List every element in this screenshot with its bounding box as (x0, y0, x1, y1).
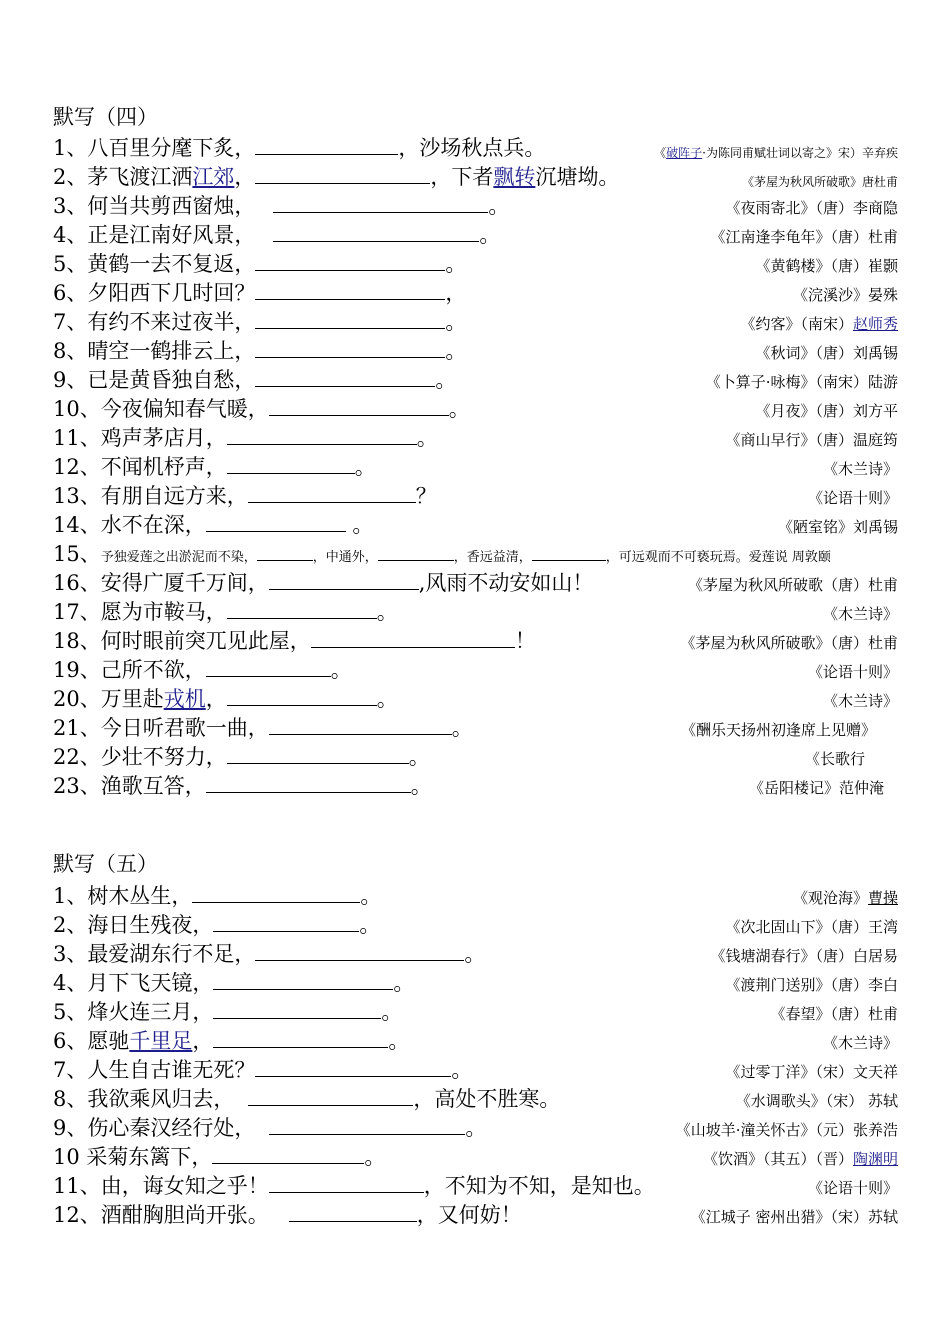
question-row: 7、人生自古谁无死？ 。 《过零丁洋》（宋）文天祥 (53, 1058, 898, 1082)
question-row: 21、今日听君歌一曲， 。 《酬乐天扬州初逢席上见赠》 (53, 716, 876, 740)
answer-blank[interactable] (269, 397, 449, 416)
poem-link[interactable]: 破阵子 (666, 146, 703, 160)
source-citation: 《浣溪沙》晏殊 (792, 286, 898, 304)
source-citation: 《夜雨寄北》（唐）李商隐 (725, 199, 898, 217)
answer-blank[interactable] (227, 745, 409, 764)
answer-blank[interactable] (289, 1203, 417, 1222)
source-citation: 《过零丁洋》（宋）文天祥 (725, 1063, 898, 1081)
answer-blank[interactable] (227, 426, 417, 445)
source-citation: 《木兰诗》 (822, 1034, 898, 1052)
answer-blank[interactable] (213, 1029, 388, 1048)
source-citation: 《渡荆门送别》（唐）李白 (725, 976, 898, 994)
question-row: 9、已是黄昏独自愁， 。 《卜算子·咏梅》（南宋）陆游 (53, 368, 898, 392)
answer-blank[interactable] (532, 548, 606, 561)
word-link[interactable]: 飘转 (493, 165, 536, 189)
source-citation: 《江南逢李龟年》（唐）杜甫 (710, 228, 898, 246)
question-row: 12、不闻机杼声， 。 《木兰诗》 (53, 455, 898, 479)
source-citation: 《茅屋为秋风所破歌》唐杜甫 (741, 175, 898, 189)
answer-blank[interactable] (212, 1145, 364, 1164)
question-row: 6、夕阳西下几时回？ ， 《浣溪沙》晏殊 (53, 281, 898, 305)
question-row: 2、海日生残夜， 。 《次北固山下》（唐）王湾 (53, 913, 898, 937)
question-row: 17、愿为市鞍马， 。 《木兰诗》 (53, 600, 898, 624)
question-row: 10 采菊东篱下， 。 《饮酒》（其五）（晋）陶渊明 (53, 1145, 898, 1169)
source-citation: 《约客》（南宋）赵师秀 (740, 315, 898, 333)
author-link[interactable]: 陶渊明 (852, 1150, 898, 1168)
source-citation: 《卜算子·咏梅》（南宋）陆游 (705, 373, 898, 391)
answer-blank[interactable] (269, 1116, 465, 1135)
question-row: 5、烽火连三月， 。 《春望》（唐）杜甫 (53, 1000, 898, 1024)
question-row: 2、茅飞渡江洒江郊， ，下者飘转沉塘坳。 《茅屋为秋风所破歌》唐杜甫 (53, 163, 898, 192)
question-row: 11、由，诲女知之乎！ ，不知为不知，是知也。 《论语十则》 (53, 1174, 898, 1198)
answer-blank[interactable] (227, 600, 377, 619)
answer-blank[interactable] (255, 165, 430, 184)
source-citation: 《陋室铭》刘禹锡 (777, 518, 898, 536)
source-citation: 《月夜》（唐）刘方平 (755, 402, 898, 420)
source-citation: 《黄鹤楼》（唐）崔颢 (755, 257, 898, 275)
source-citation: 《论语十则》 (807, 1179, 898, 1197)
answer-blank[interactable] (269, 1174, 424, 1193)
source-citation: 《木兰诗》 (822, 692, 898, 710)
question-row: 5、黄鹤一去不复返， 。 《黄鹤楼》（唐）崔颢 (53, 252, 898, 276)
answer-blank[interactable] (192, 884, 360, 903)
section-5-title: 默写（五） (53, 852, 158, 876)
question-row: 15、予独爱莲之出淤泥而不染， ，中通外， ，香远益清， ，可远观而不可亵玩焉。爱莲说 周敦颐 (53, 542, 831, 566)
source-citation: 《茅屋为秋风所破歌（唐）杜甫 (687, 576, 898, 594)
question-row: 6、愿驰千里足， 。 《木兰诗》 (53, 1029, 898, 1053)
answer-blank[interactable] (255, 368, 435, 387)
answer-blank[interactable] (206, 774, 411, 793)
answer-blank[interactable] (248, 484, 416, 503)
question-row: 9、伤心秦汉经行处， 。 《山坡羊·潼关怀古》（元）张养浩 (53, 1116, 898, 1140)
question-row: 19、己所不欲， 。 《论语十则》 (53, 658, 898, 682)
question-row: 20、万里赴戎机， 。 《木兰诗》 (53, 687, 898, 711)
answer-blank[interactable] (269, 716, 452, 735)
answer-blank[interactable] (255, 1058, 451, 1077)
answer-blank[interactable] (311, 629, 515, 648)
source-citation: 《钱塘湖春行》（唐）白居易 (710, 947, 898, 965)
answer-blank[interactable] (213, 1000, 381, 1019)
source-citation: 《水调歌头》（宋） 苏轼 (735, 1092, 898, 1110)
answer-blank[interactable] (273, 223, 479, 242)
source-citation: 《江城子 密州出猎》（宋）苏轼 (690, 1208, 898, 1226)
answer-blank[interactable] (255, 252, 445, 271)
answer-blank[interactable] (273, 194, 488, 213)
question-row: 8、晴空一鹤排云上， 。 《秋词》（唐）刘禹锡 (53, 339, 898, 363)
question-row: 16、安得广厦千万间， ,风雨不动安如山！ 《茅屋为秋风所破歌（唐）杜甫 (53, 571, 898, 595)
author-link[interactable]: 曹操 (867, 889, 898, 907)
question-row: 3、何当共剪西窗烛， 。 《夜雨寄北》（唐）李商隐 (53, 194, 898, 218)
answer-blank[interactable] (269, 571, 419, 590)
author-link[interactable]: 赵师秀 (852, 315, 898, 333)
source-citation: 《春望》（唐）杜甫 (770, 1005, 898, 1023)
source-citation: 《饮酒》（其五）（晋）陶渊明 (702, 1150, 898, 1168)
answer-blank[interactable] (206, 658, 331, 677)
word-link[interactable]: 戎机 (163, 687, 206, 711)
source-citation: 《酬乐天扬州初逢席上见赠》 (680, 721, 876, 739)
source-citation: 《木兰诗》 (822, 460, 898, 478)
source-citation: 《木兰诗》 (822, 605, 898, 623)
source-citation: 《商山早行》（唐）温庭筠 (725, 431, 898, 449)
answer-blank[interactable] (213, 971, 393, 990)
question-row: 7、有约不来过夜半， 。 《约客》（南宋）赵师秀 (53, 310, 898, 334)
question-row: 18、何时眼前突兀见此屋， ！ 《茅屋为秋风所破歌》（唐）杜甫 (53, 629, 898, 653)
question-row: 1、八百里分麾下炙， ，沙场秋点兵。 《破阵子·为陈同甫赋壮词以寄之》宋）辛弃疾 (53, 134, 898, 163)
answer-blank[interactable] (255, 339, 445, 358)
question-row: 3、最爱湖东行不足， 。 《钱塘湖春行》（唐）白居易 (53, 942, 898, 966)
question-row: 13、有朋自远方来， ？ 《论语十则》 (53, 484, 898, 508)
source-citation: 《论语十则》 (807, 489, 898, 507)
section-4-title: 默写（四） (53, 105, 158, 129)
question-row: 1、树木丛生， 。 《观沧海》曹操 (53, 884, 898, 908)
answer-blank[interactable] (227, 455, 355, 474)
answer-blank[interactable] (206, 513, 346, 532)
question-row: 10、今夜偏知春气暖， 。 《月夜》（唐）刘方平 (53, 397, 898, 421)
question-row: 11、鸡声茅店月， 。 《商山早行》（唐）温庭筠 (53, 426, 898, 450)
answer-blank[interactable] (213, 913, 359, 932)
source-citation: 《山坡羊·潼关怀古》（元）张养浩 (675, 1121, 898, 1139)
answer-blank[interactable] (255, 136, 398, 155)
answer-blank[interactable] (227, 687, 377, 706)
answer-blank[interactable] (378, 548, 454, 561)
word-link[interactable]: 千里足 (129, 1029, 193, 1053)
source-citation: 《茅屋为秋风所破歌》（唐）杜甫 (680, 634, 898, 652)
question-row: 12、酒酣胸胆尚开张。 ，又何妨！ 《江城子 密州出猎》（宋）苏轼 (53, 1203, 898, 1227)
question-row: 4、月下飞天镜， 。 《渡荆门送别》（唐）李白 (53, 971, 898, 995)
source-citation: 《破阵子·为陈同甫赋壮词以寄之》宋）辛弃疾 (654, 146, 898, 160)
source-citation: 《秋词》（唐）刘禹锡 (755, 344, 898, 362)
question-row: 22、少壮不努力， 。 《长歌行 (53, 745, 865, 769)
source-citation: 《次北固山下》（唐）王湾 (725, 918, 898, 936)
source-citation: 《观沧海》曹操 (792, 889, 898, 907)
source-citation: 《长歌行 (804, 750, 865, 768)
answer-blank[interactable] (255, 281, 445, 300)
question-row: 8、我欲乘风归去， ，高处不胜寒。 《水调歌头》（宋） 苏轼 (53, 1087, 898, 1111)
answer-blank[interactable] (255, 310, 445, 329)
answer-blank[interactable] (248, 1087, 413, 1106)
source-citation: 《论语十则》 (807, 663, 898, 681)
source-citation: 《岳阳楼记》范仲淹 (748, 779, 884, 797)
word-link[interactable]: 江郊 (192, 165, 235, 189)
answer-blank[interactable] (255, 942, 464, 961)
question-row: 23、渔歌互答， 。 《岳阳楼记》范仲淹 (53, 774, 884, 798)
question-row: 14、水不在深， 。 《陋室铭》刘禹锡 (53, 513, 898, 537)
question-row: 4、正是江南好风景， 。 《江南逢李龟年》（唐）杜甫 (53, 223, 898, 247)
answer-blank[interactable] (257, 548, 313, 561)
